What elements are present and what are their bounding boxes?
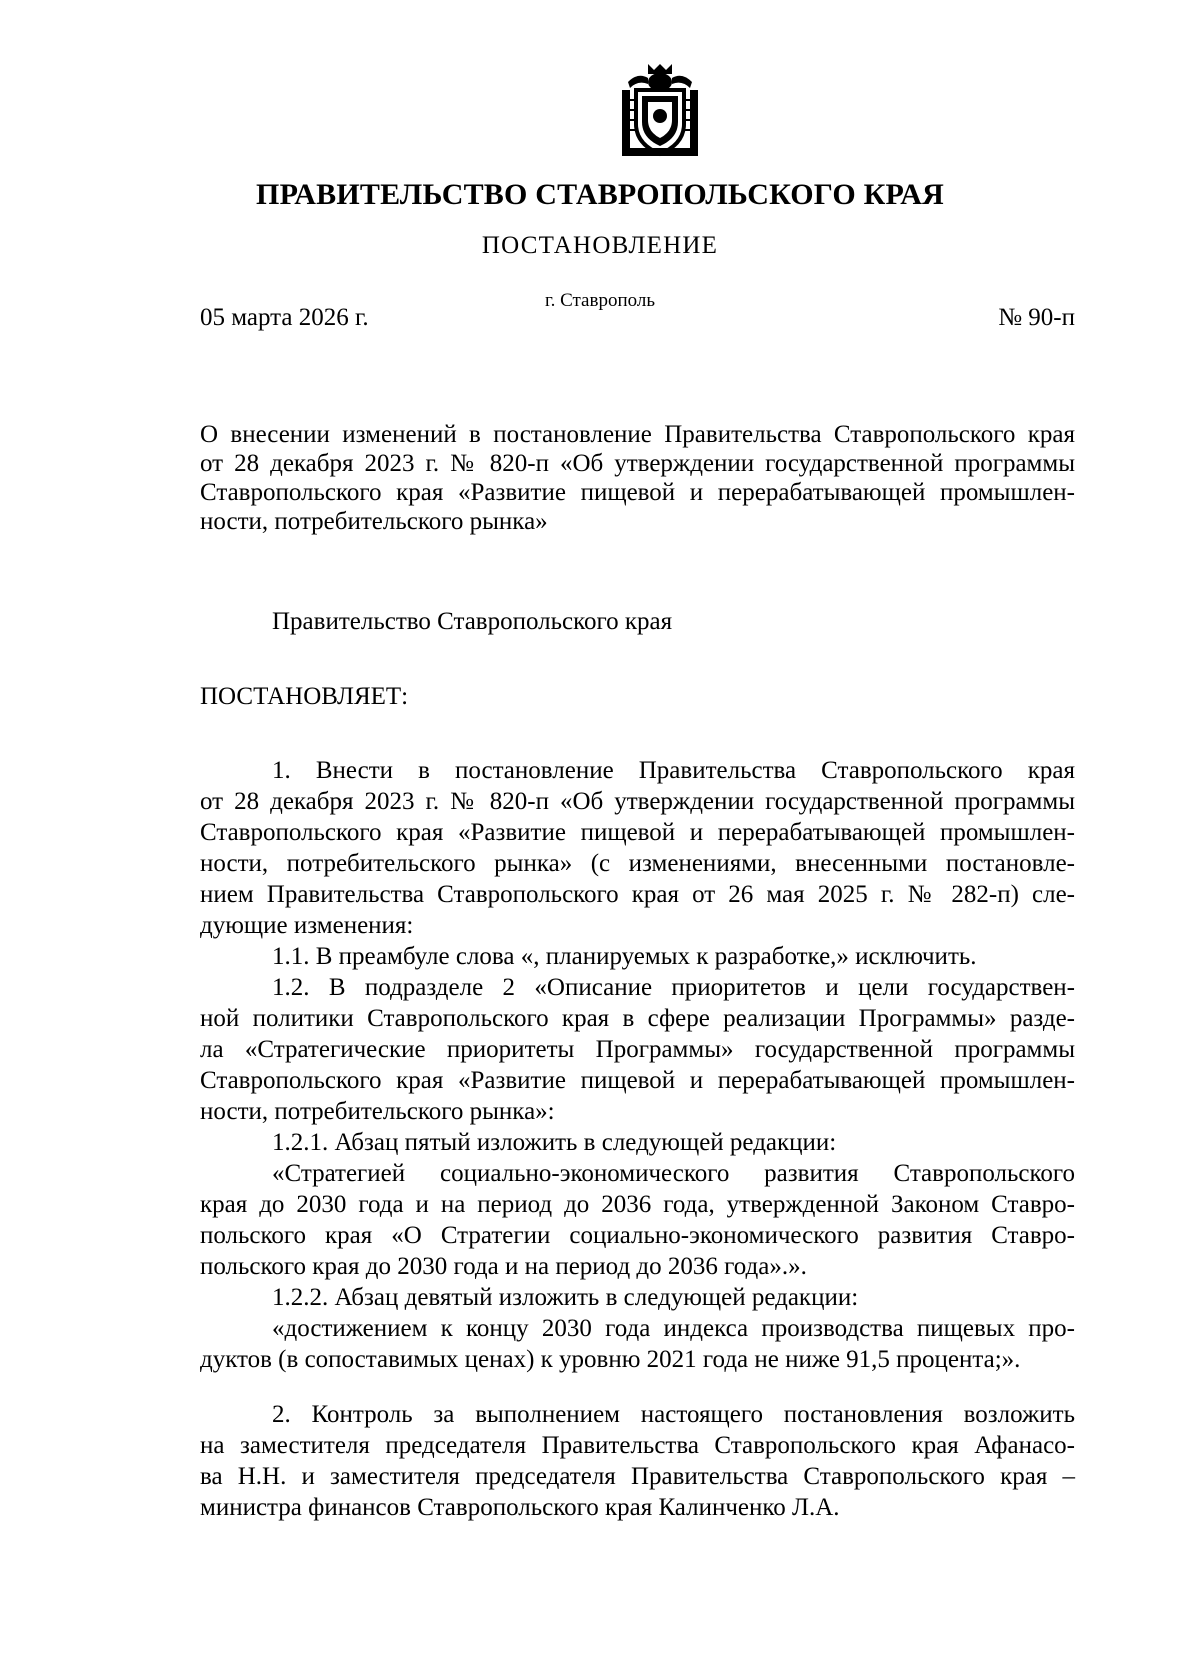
government-title: ПРАВИТЕЛЬСТВО СТАВРОПОЛЬСКОГО КРАЯ — [256, 178, 944, 211]
stavropol-coat-of-arms-icon — [618, 60, 702, 160]
body-line: ности, потребительского рынка»: — [200, 1098, 555, 1125]
document-number: № 90-п — [998, 304, 1075, 331]
issuer: Правительство Ставропольского края — [272, 608, 673, 635]
body-line: 1.2. В подразделе 2 «Описание приоритетов и цели государствен- — [272, 974, 1075, 1001]
body-line: 2. Контроль за выполнением настоящего постановления возложить — [272, 1401, 1075, 1428]
subject-line: ности, потребительского рынка» — [200, 508, 548, 535]
body-line: «Стратегией социально-экономического развития Ставропольского — [272, 1160, 1075, 1187]
document-type: ПОСТАНОВЛЕНИЕ — [481, 232, 719, 259]
body-line: 1.1. В преамбуле слова «, планируемых к разработке,» исключить. — [272, 943, 977, 970]
document-city: г. Ставрополь — [544, 290, 656, 311]
body-line: ности, потребительского рынка» (с изменениями, внесенными постановле- — [200, 850, 1075, 877]
body-line: «достижением к концу 2030 года индекса производства пищевых про- — [272, 1315, 1075, 1342]
body-line: Ставропольского края «Развитие пищевой и перерабатывающей промышлен- — [200, 1067, 1075, 1094]
subject-line: Ставропольского края «Развитие пищевой и перерабатывающей промышлен- — [200, 479, 1075, 506]
body-line: ла «Стратегические приоритеты Программы» государственной программы — [200, 1036, 1075, 1063]
decree-word: ПОСТАНОВЛЯЕТ: — [200, 683, 409, 710]
document-subject — [200, 420, 1075, 536]
body-line: ной политики Ставропольского края в сфере реализации Программы» разде- — [200, 1005, 1075, 1032]
body-line: дующие изменения: — [200, 912, 414, 939]
body-line: польского края до 2030 года и на период до 2036 года».». — [200, 1253, 807, 1280]
body-line: от 28 декабря 2023 г. № 820-п «Об утверждении государственной программы — [200, 788, 1075, 815]
document-body — [200, 755, 1075, 1523]
body-line: министра финансов Ставропольского края Калинченко Л.А. — [200, 1494, 840, 1521]
paragraph-gap — [200, 1375, 1075, 1399]
subject-line: от 28 декабря 2023 г. № 820-п «Об утверждении государственной программы — [200, 450, 1075, 477]
body-line: Ставропольского края «Развитие пищевой и перерабатывающей промышлен- — [200, 819, 1075, 846]
body-line: 1.2.1. Абзац пятый изложить в следующей редакции: — [272, 1129, 837, 1156]
subject-line: О внесении изменений в постановление Правительства Ставропольского края — [200, 421, 1075, 448]
body-line: края до 2030 года и на период до 2036 года, утвержденной Законом Ставро- — [200, 1191, 1075, 1218]
body-line: нием Правительства Ставропольского края от 26 мая 2025 г. № 282-п) сле- — [200, 881, 1075, 908]
body-line: на заместителя председателя Правительства Ставропольского края Афанасо- — [200, 1432, 1075, 1459]
body-line: польского края «О Стратегии социально-экономического развития Ставро- — [200, 1222, 1075, 1249]
body-line: 1.2.2. Абзац девятый изложить в следующей редакции: — [272, 1284, 859, 1311]
body-line: дуктов (в сопоставимых ценах) к уровню 2021 года не ниже 91,5 процента;». — [200, 1346, 1021, 1373]
body-line: ва Н.Н. и заместителя председателя Правительства Ставропольского края – — [200, 1463, 1075, 1490]
body-line: 1. Внести в постановление Правительства Ставропольского края — [272, 757, 1075, 784]
document-date: 05 марта 2026 г. — [200, 304, 369, 331]
